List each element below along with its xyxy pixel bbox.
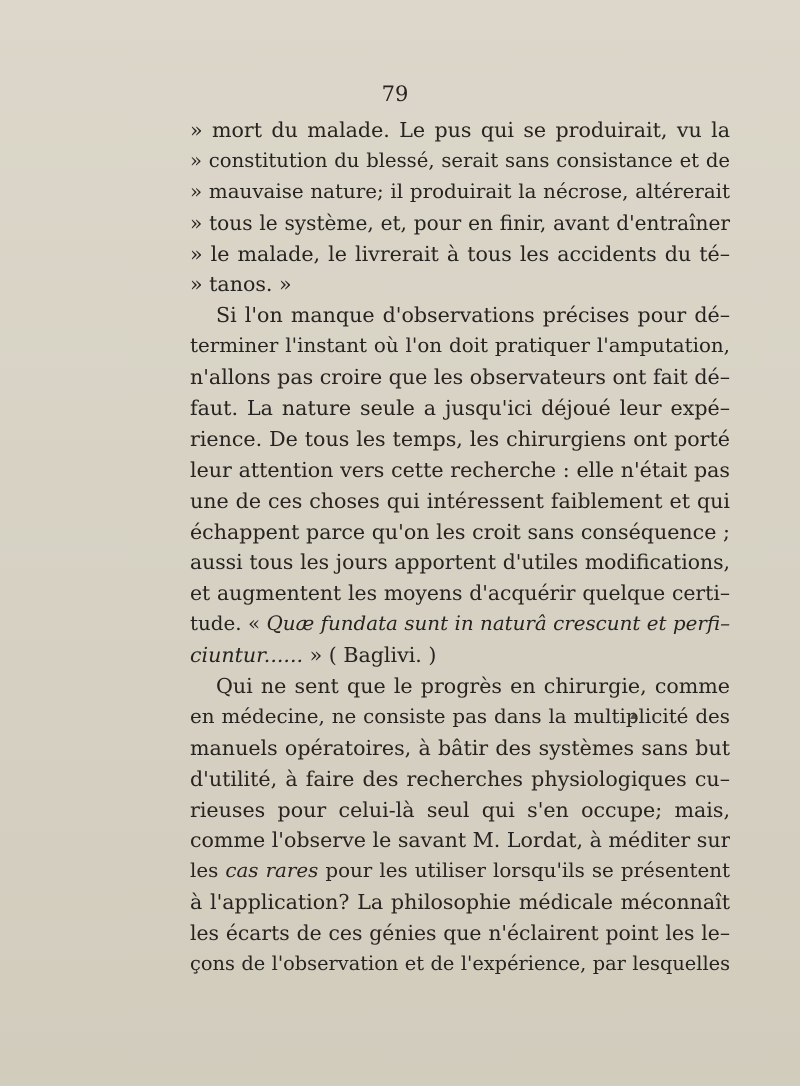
text-segment: rieuses pour celui-là seul qui s'en occupe; mais, (190, 797, 730, 822)
text-segment: » mauvaise nature; il produirait la nécrose, altérerait (190, 179, 730, 203)
text-segment: les (190, 859, 226, 883)
text-line (190, 269, 730, 300)
text-segment: » tanos. » (190, 272, 292, 297)
text-line (190, 856, 730, 887)
text-segment: » mort du malade. Le pus qui se produirait, vu la (190, 118, 730, 142)
text-line (190, 918, 730, 949)
text-line (190, 578, 730, 609)
text-line (190, 177, 730, 208)
text-line (190, 300, 730, 331)
text-line (190, 733, 730, 764)
text-segment: une de ces choses qui intéressent faiblement et qui (190, 488, 730, 513)
text-segment: rience. De tous les temps, les chirurgiens ont porté (190, 426, 730, 451)
italic-text: cas rares (225, 859, 319, 883)
text-segment: » constitution du blessé, serait sans consistance et de (190, 148, 730, 172)
text-segment: tude. « (190, 612, 267, 636)
text-segment: Si l'on manque d'observations précises pour dé– (216, 303, 730, 328)
italic-text: ciuntur...... (190, 643, 304, 668)
text-line (190, 640, 730, 671)
text-segment: d'utilité, à faire des recherches physiologiques cu– (190, 766, 730, 791)
text-line (190, 702, 730, 733)
text-line (190, 547, 730, 578)
text-segment: en médecine, ne consiste pas dans la multiplicité des (190, 704, 730, 728)
text-line (190, 393, 730, 424)
text-line (190, 825, 730, 856)
text-line (190, 609, 730, 640)
text-segment: » tous le système, et, pour en finir, avant d'entraîner (190, 210, 730, 235)
text-segment: manuels opératoires, à bâtir des systèmes sans but (190, 735, 730, 760)
text-line (190, 949, 730, 980)
text-line (190, 517, 730, 548)
text-line (190, 208, 730, 239)
page-number: 79 (381, 82, 409, 106)
text-line (190, 362, 730, 393)
text-segment: comme l'observe le savant M. Lordat, à méditer sur (190, 828, 730, 853)
text-segment: Qui ne sent que le progrès en chirurgie, comme (216, 674, 730, 699)
text-line (190, 671, 730, 702)
text-line (190, 331, 730, 362)
text-segment: aussi tous les jours apportent d'utiles modifications, (190, 550, 730, 575)
text-segment: leur attention vers cette recherche : elle n'était pas (190, 457, 730, 482)
text-segment: n'allons pas croire que les observateurs ont fait dé– (190, 365, 730, 390)
text-line (190, 795, 730, 826)
body-text (190, 115, 730, 980)
text-segment: échappent parce qu'on les croit sans conséquence ; (190, 519, 730, 544)
text-segment: faut. La nature seule a jusqu'ici déjoué leur expé– (190, 396, 730, 421)
italic-text: Quæ fundata sunt in naturâ crescunt et perfi– (266, 612, 730, 636)
text-segment: et augmentent les moyens d'acquérir quelque certi– (190, 581, 730, 606)
text-line (190, 887, 730, 918)
text-line (190, 455, 730, 486)
text-segment: les écarts de ces génies que n'éclairent point les le– (190, 921, 730, 946)
text-segment: pour les utiliser lorsqu'ils se présentent (318, 859, 730, 883)
text-line (190, 424, 730, 455)
text-segment: terminer l'instant où l'on doit pratiquer l'amputation, (190, 334, 730, 358)
text-segment: à l'application? La philosophie médicale méconnaît (190, 890, 730, 915)
text-segment: » ( Baglivi. ) (303, 643, 437, 668)
text-line (190, 115, 730, 146)
text-segment: » le malade, le livrerait à tous les accidents du té– (190, 241, 730, 266)
ink-speck (630, 712, 638, 719)
text-line (190, 239, 730, 270)
text-line (190, 764, 730, 795)
text-line (190, 146, 730, 177)
text-segment: çons de l'observation et de l'expérience, par lesquelles (190, 952, 730, 976)
text-line (190, 486, 730, 517)
